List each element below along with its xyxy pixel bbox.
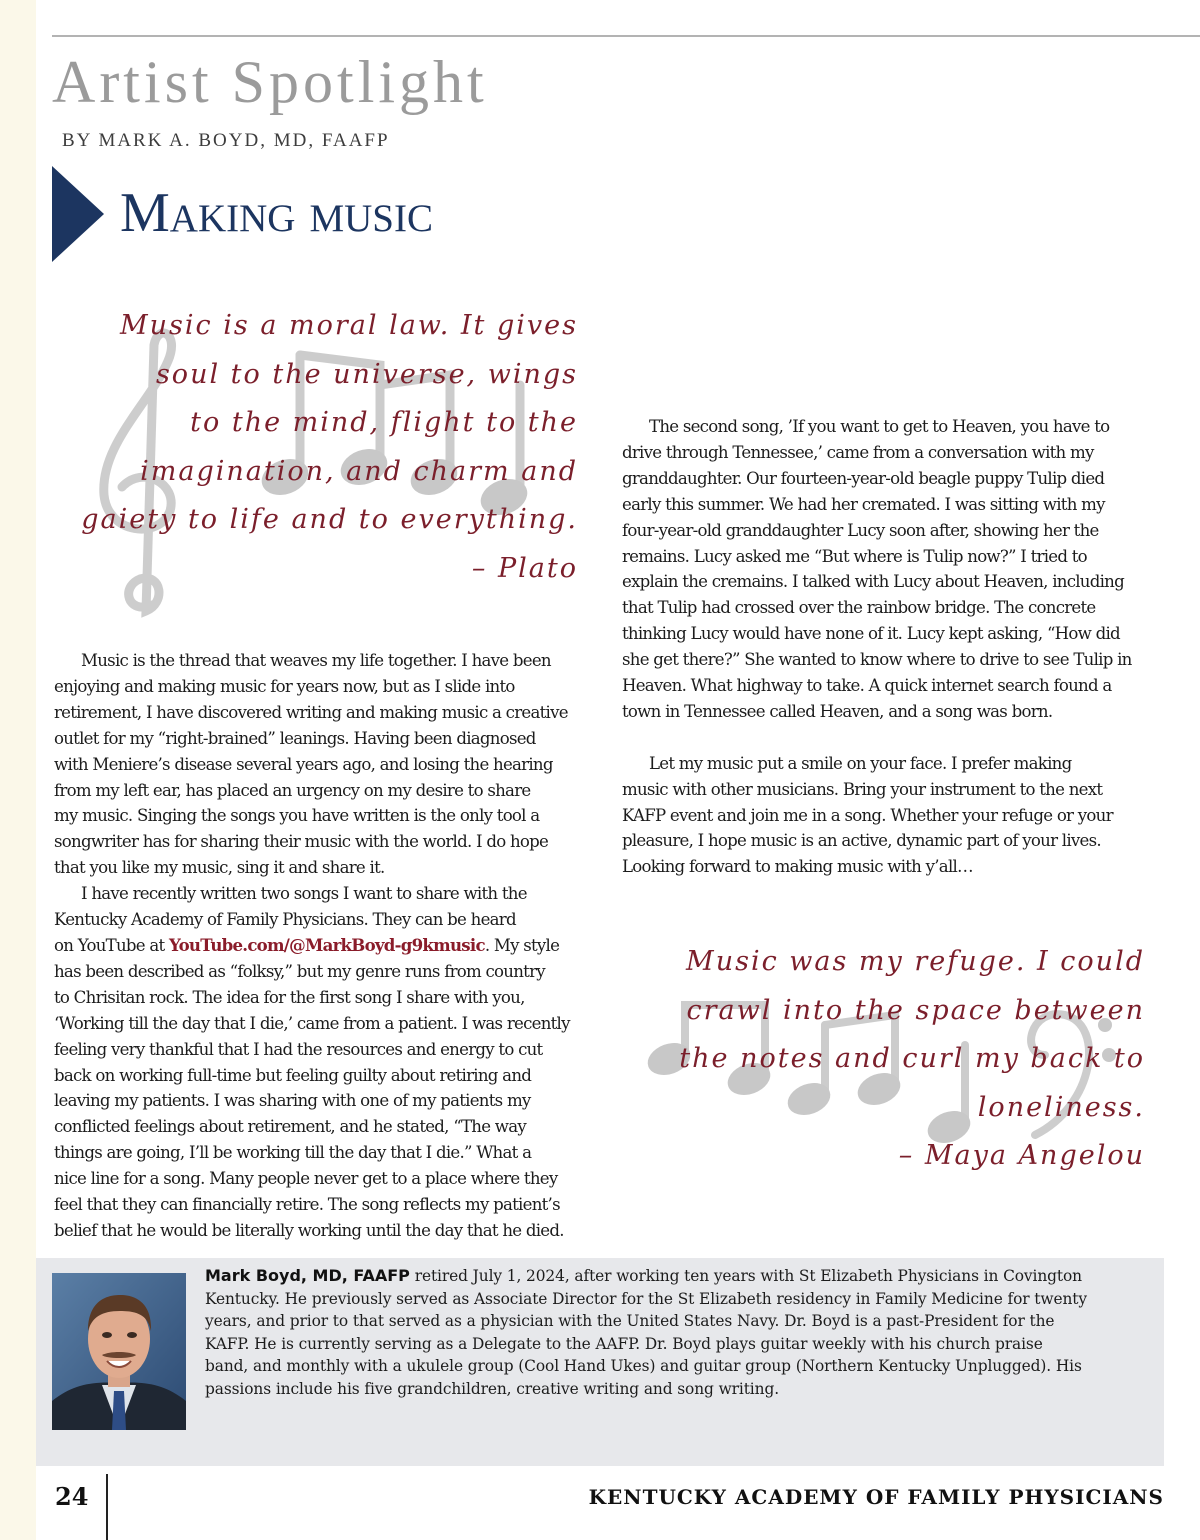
bio-line: KAFP. He is currently serving as a Delegate to the AAFP. Dr. Boyd plays guitar weekly with his church praise bbox=[205, 1334, 1043, 1353]
text-line: early this summer. We had her cremated. I was sitting with my bbox=[622, 494, 1105, 514]
text-line: back on working full-time but feeling guilty about retiring and bbox=[54, 1065, 532, 1085]
text-line: pleasure, I hope music is an active, dynamic part of your lives. bbox=[622, 831, 1101, 851]
text-line: that you like my music, sing it and share it. bbox=[54, 858, 385, 878]
bio-line bbox=[205, 1265, 1155, 1288]
text-line: music with other musicians. Bring your instrument to the next bbox=[622, 779, 1103, 799]
text-line: nice line for a song. Many people never get to a place where they bbox=[54, 1169, 558, 1189]
text-line: that Tulip had crossed over the rainbow bridge. The concrete bbox=[622, 598, 1096, 618]
publication-name: KENTUCKY ACADEMY OF FAMILY PHYSICIANS bbox=[588, 1485, 1164, 1509]
quote-line: crawl into the space between bbox=[686, 994, 1145, 1026]
text-fragment: . My style bbox=[484, 935, 560, 955]
quote-maya-angelou bbox=[625, 938, 1145, 1181]
quote-line: imagination, and charm and bbox=[140, 455, 578, 487]
quote-line: loneliness. bbox=[977, 1091, 1145, 1123]
quote-line: to the mind, flight to the bbox=[190, 407, 578, 438]
text-line: enjoying and making music for years now, but as I slide into bbox=[54, 676, 515, 696]
text-line: Music is the thread that weaves my life together. I have been bbox=[81, 651, 551, 670]
text-line: four-year-old granddaughter Lucy soon after, showing her the bbox=[622, 520, 1099, 540]
quote-line: the notes and curl my back to bbox=[679, 1043, 1145, 1074]
bio-line: Kentucky. He previously served as Associate Director for the St Elizabeth residency in Family Medicine for twenty bbox=[205, 1289, 1087, 1308]
header-rule bbox=[52, 35, 1200, 37]
text-line: Let my music put a smile on your face. I prefer making bbox=[649, 753, 1072, 773]
youtube-link[interactable]: YouTube.com/@MarkBoyd-g9kmusic bbox=[168, 934, 485, 955]
text-line: leaving my patients. I was sharing with one of my patients my bbox=[54, 1091, 531, 1111]
quote-line: Music is a moral law. It gives bbox=[120, 310, 578, 341]
bio-line: passions include his five grandchildren, creative writing and song writing. bbox=[205, 1379, 779, 1398]
text-fragment: retired July 1, 2024, after working ten years with St Elizabeth Physicians in Covington bbox=[409, 1267, 1082, 1285]
text-line: to Chrisitan rock. The idea for the first song I share with you, bbox=[54, 987, 525, 1007]
text-line: KAFP event and join me in a song. Whether your refuge or your bbox=[622, 805, 1113, 825]
article-body-right bbox=[622, 414, 1172, 880]
text-line: The second song, ’If you want to get to Heaven, you have to bbox=[649, 417, 1110, 436]
text-line: town in Tennessee called Heaven, and a song was born. bbox=[622, 701, 1053, 721]
text-line: I have recently written two songs I want to share with the bbox=[81, 884, 527, 904]
text-line: drive through Tennessee,’ came from a conversation with my bbox=[622, 442, 1094, 462]
text-line: conflicted feelings about retirement, and he stated, “The way bbox=[54, 1117, 527, 1137]
text-line: outlet for my “right-brained” leanings. Having been diagnosed bbox=[54, 728, 536, 748]
text-line: has been described as “folksy,” but my genre runs from country bbox=[54, 961, 545, 981]
byline: BY MARK A. BOYD, MD, FAAFP bbox=[62, 130, 390, 151]
text-line: songwriter has for sharing their music with the world. I do hope bbox=[54, 832, 549, 852]
quote-attribution: – Maya Angelou bbox=[898, 1140, 1145, 1171]
text-line: explain the cremains. I talked with Lucy about Heaven, including bbox=[622, 572, 1124, 592]
bio-line: band, and monthly with a ukulele group (Cool Hand Ukes) and guitar group (Northern Kentucky Unplugged). His bbox=[205, 1357, 1082, 1375]
text-line: she get there?” She wanted to know where to drive to see Tulip in bbox=[622, 650, 1132, 670]
text-line: from my left ear, has placed an urgency on my desire to share bbox=[54, 780, 531, 800]
text-line: Kentucky Academy of Family Physicians. They can be heard bbox=[54, 910, 516, 930]
text-line: thinking Lucy would have none of it. Lucy kept asking, “How did bbox=[622, 624, 1120, 644]
quote-plato bbox=[18, 302, 578, 593]
quote-line: gaiety to life and to everything. bbox=[81, 504, 578, 535]
text-line: Looking forward to making music with y’all… bbox=[622, 857, 973, 877]
section-title: Artist Spotlight bbox=[52, 49, 488, 115]
author-bio bbox=[205, 1265, 1155, 1400]
text-line: things are going, I’ll be working till the day that I die.” What a bbox=[54, 1143, 532, 1163]
author-photo bbox=[52, 1273, 186, 1430]
text-line: feel that they can financially retire. The song reflects my patient’s bbox=[54, 1195, 560, 1215]
text-line: ‘Working till the day that I die,’ came from a patient. I was recently bbox=[54, 1013, 570, 1033]
text-line: feeling very thankful that I had the resources and energy to cut bbox=[54, 1039, 543, 1059]
text-line: remains. Lucy asked me “But where is Tulip now?” I tried to bbox=[622, 546, 1087, 566]
footer-divider bbox=[106, 1474, 108, 1540]
text-line: with Meniere’s disease several years ago, and losing the hearing bbox=[54, 754, 553, 774]
quote-line: soul to the universe, wings bbox=[155, 358, 578, 390]
text-line: Heaven. What highway to take. A quick internet search found a bbox=[622, 676, 1112, 696]
author-name: Mark Boyd, MD, FAAFP bbox=[205, 1266, 410, 1285]
article-body-left bbox=[54, 648, 604, 1244]
text-line: belief that he would be literally working until the day that he died. bbox=[54, 1220, 564, 1240]
quote-attribution: – Plato bbox=[471, 552, 578, 584]
text-line-with-link bbox=[54, 933, 604, 959]
text-line: retirement, I have discovered writing and making music a creative bbox=[54, 702, 568, 722]
text-line: my music. Singing the songs you have written is the only tool a bbox=[54, 806, 540, 826]
bio-line: years, and prior to that served as a physician with the United States Navy. Dr. Boyd is a past-President for the bbox=[205, 1312, 1055, 1330]
article-title: Making music bbox=[120, 182, 433, 244]
text-fragment: on YouTube at bbox=[54, 935, 169, 955]
title-triangle-icon bbox=[52, 166, 104, 262]
page-number: 24 bbox=[55, 1482, 89, 1511]
text-line: granddaughter. Our fourteen-year-old beagle puppy Tulip died bbox=[622, 468, 1105, 488]
paragraph-gap bbox=[622, 725, 1172, 751]
page-margin-strip bbox=[0, 0, 36, 1540]
quote-line: Music was my refuge. I could bbox=[686, 946, 1145, 977]
